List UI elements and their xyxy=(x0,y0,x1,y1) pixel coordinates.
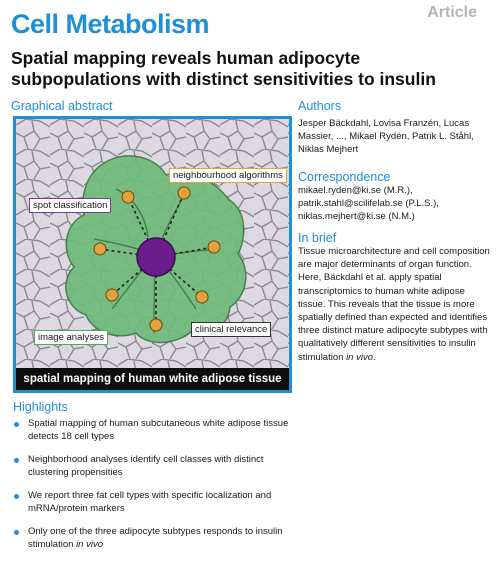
correspondence-heading: Correspondence xyxy=(298,170,391,184)
bullet-icon xyxy=(14,422,19,427)
highlights-heading: Highlights xyxy=(13,400,68,414)
spot-classification-label: spot classification xyxy=(29,198,111,213)
highlights-list xyxy=(13,418,303,562)
article-type-badge: Article xyxy=(427,4,477,21)
neighbourhood-label: neighbourhood algorithms xyxy=(169,168,287,183)
tissue-illustration xyxy=(16,119,289,390)
in-brief-text: Tissue microarchitecture and cell composition are major determinants of organ function. Here, Bäckdahl et al. apply spatial transcriptomics to human white adipose tissue. This reveals that the tissue is more spatially defined than expected and identifies three distinct mature adipocyte subtypes with qualitatively different sensitivities to insulin stimulation in vivo. xyxy=(298,246,490,363)
bullet-icon xyxy=(14,530,19,535)
graphical-abstract-frame xyxy=(13,116,292,393)
graphical-abstract-figure xyxy=(16,119,289,390)
highlight-item: We report three fat cell types with specific localization and mRNA/protein markers xyxy=(13,490,303,515)
image-analyses-label: image analyses xyxy=(34,330,108,345)
correspondence-email[interactable]: niklas.mejhert@ki.se (N.M.) xyxy=(298,211,415,223)
journal-title: Cell Metabolism xyxy=(11,9,210,39)
correspondence-email[interactable]: patrik.stahl@scilifelab.se (P.L.S.), xyxy=(298,198,439,210)
graphical-abstract-heading: Graphical abstract xyxy=(11,99,113,113)
highlight-item: Spatial mapping of human subcutaneous white adipose tissue detects 18 cell types xyxy=(13,418,303,443)
authors-list: Jesper Bäckdahl, Lovisa Franzén, Lucas Massier, ..., Mikael Rydén, Patrik L. Ståhl, Niklas Mejhert xyxy=(298,118,474,156)
authors-heading: Authors xyxy=(298,99,342,113)
center-spot xyxy=(137,238,175,276)
highlight-item: Neighborhood analyses identify cell classes with distinct clustering propensities xyxy=(13,454,303,479)
clinical-relevance-label: clinical relevance xyxy=(191,322,271,337)
graphical-abstract-caption: spatial mapping of human white adipose tissue xyxy=(16,368,289,390)
in-brief-heading: In brief xyxy=(298,231,337,245)
highlight-item: Only one of the three adipocyte subtypes responds to insulin stimulation in vivo xyxy=(13,526,303,551)
correspondence-email[interactable]: mikael.ryden@ki.se (M.R.), xyxy=(298,185,413,196)
correspondence-block xyxy=(298,184,490,224)
bullet-icon xyxy=(14,458,19,463)
bullet-icon xyxy=(14,494,19,499)
paper-title: Spatial mapping reveals human adipocyte subpopulations with distinct sensitivities to insulin xyxy=(11,48,436,89)
